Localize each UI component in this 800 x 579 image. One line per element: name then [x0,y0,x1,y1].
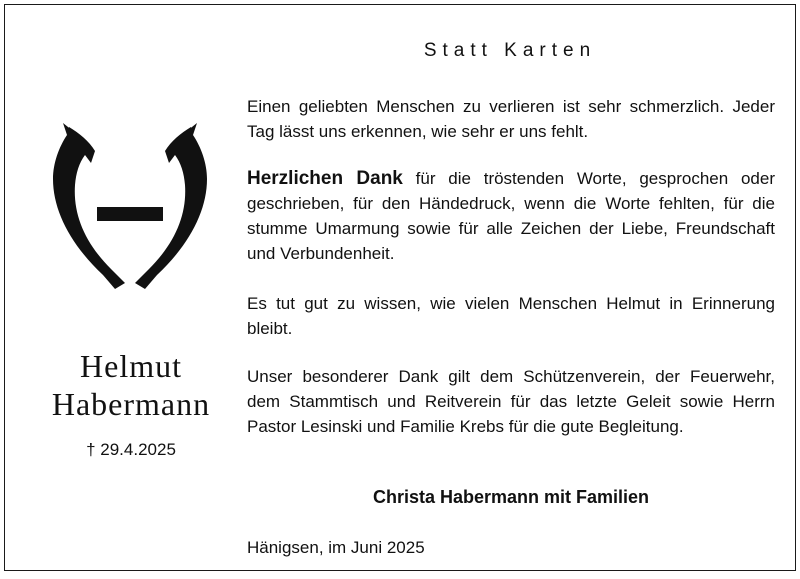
paragraph-thanks [247,166,775,266]
deceased-first-name: Helmut [80,348,182,384]
deceased-name [15,347,247,423]
paragraph-special-thanks: Unser besonderer Dank gilt dem Schützenverein, der Feuerwehr, dem Stammtisch und Reitverein für das letzte Geleit sowie Herrn Pastor Lesinski und Familie Krebs für die gute Begleitung. [247,367,775,436]
thanks-lead: Herzlichen Dank [247,168,403,189]
deceased-last-name: Habermann [51,386,211,422]
obituary-notice [4,4,796,571]
thanks-rest: für die tröstenden Worte, gesprochen oder geschrieben, für den Händedruck, wenn die Worte fehlten, für die stumme Umarmung sowie für alle Zeichen der Liebe, Freundschaft und Verbundenheit. [247,169,775,263]
place-date: Hänigsen, im Juni 2025 [247,538,425,557]
crossed-horse-heads-icon [45,123,215,295]
paragraph-memory: Es tut gut zu wissen, wie vielen Menschen Helmut in Erinnerung bleibt. [247,294,775,338]
notice-header: Statt Karten [423,40,597,61]
death-date: † 29.4.2025 [86,440,176,459]
paragraph-intro: Einen geliebten Menschen zu verlieren ist sehr schmerzlich. Jeder Tag lässt uns erkennen, wie sehr er uns fehlt. [247,97,775,141]
signature: Christa Habermann mit Familien [372,487,650,507]
